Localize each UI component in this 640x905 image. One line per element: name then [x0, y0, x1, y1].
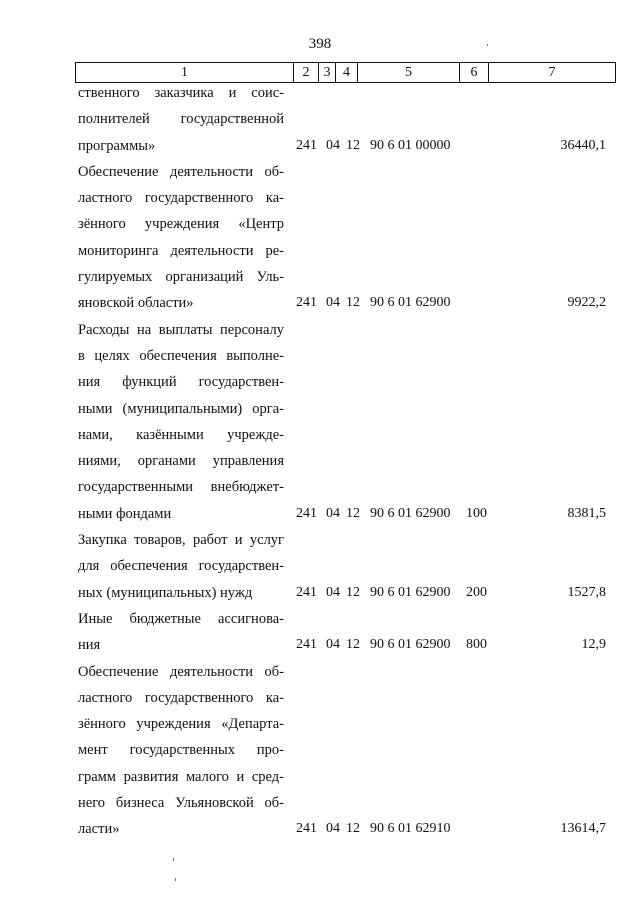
- description-line: ниями, органами управления: [78, 453, 284, 470]
- amount-value: 9922,2: [567, 295, 606, 311]
- scan-speck: [175, 878, 176, 881]
- column-header-6: 6: [460, 63, 489, 83]
- description-line: ными фондами: [78, 505, 172, 522]
- description-line: для обеспечения государствен-: [78, 558, 284, 575]
- description-line: Обеспечение деятельности об-: [78, 163, 284, 180]
- column-6-code: 200: [466, 584, 487, 600]
- description-line: государственными внебюджет-: [78, 479, 284, 496]
- amount-value: 1527,8: [567, 584, 606, 600]
- column-5-code: 90 6 01 62900: [370, 637, 451, 653]
- column-header-1: 1: [76, 63, 294, 83]
- amount-value: 12,9: [581, 637, 606, 653]
- description-line: Иные бюджетные ассигнова-: [78, 610, 284, 627]
- table-row: [0, 659, 640, 843]
- row-description: [78, 659, 284, 843]
- budget-table-body: [0, 80, 640, 843]
- column-5-code: 90 6 01 62900: [370, 295, 451, 311]
- column-4-code: 12: [346, 137, 360, 153]
- description-line: нами, казёнными учрежде-: [78, 426, 284, 443]
- description-line: ными (муниципальными) орга-: [78, 400, 284, 417]
- description-line: зённого учреждения «Центр: [78, 216, 284, 233]
- amount-value: 36440,1: [560, 137, 606, 153]
- column-4-code: 12: [346, 637, 360, 653]
- description-line: ластного государственного ка-: [78, 689, 284, 706]
- column-5-code: 90 6 01 00000: [370, 137, 451, 153]
- column-3-code: 04: [326, 505, 340, 521]
- description-line: мент государственных про-: [78, 742, 284, 759]
- amount-value: 13614,7: [560, 821, 606, 837]
- description-line: зённого учреждения «Департа-: [78, 716, 284, 733]
- column-5-code: 90 6 01 62900: [370, 584, 451, 600]
- description-line: ных (муниципальных) нужд: [78, 584, 253, 601]
- column-2-code: 241: [296, 821, 317, 837]
- column-header-2: 2: [294, 63, 319, 83]
- row-description: [78, 159, 284, 317]
- scan-speck: [173, 858, 174, 861]
- description-line: гулируемых организаций Уль-: [78, 269, 284, 286]
- table-row: [0, 606, 640, 659]
- column-header-3: 3: [319, 63, 336, 83]
- description-line: ния функций государствен-: [78, 374, 284, 391]
- column-header-7: 7: [489, 63, 616, 83]
- column-5-code: 90 6 01 62910: [370, 821, 451, 837]
- row-description: [78, 527, 284, 606]
- table-row: [0, 317, 640, 527]
- description-line: яновской области»: [78, 295, 194, 312]
- column-3-code: 04: [326, 295, 340, 311]
- row-description: [78, 80, 284, 159]
- column-4-code: 12: [346, 821, 360, 837]
- row-description: [78, 317, 284, 527]
- description-line: мониторинга деятельности ре-: [78, 242, 284, 259]
- table-row: [0, 80, 640, 159]
- column-2-code: 241: [296, 584, 317, 600]
- description-line: ластного государственного ка-: [78, 190, 284, 207]
- amount-value: 8381,5: [567, 505, 606, 521]
- page-number: 398: [308, 36, 332, 52]
- column-4-code: 12: [346, 584, 360, 600]
- column-4-code: 12: [346, 295, 360, 311]
- description-line: программы»: [78, 137, 156, 154]
- column-5-code: 90 6 01 62900: [370, 505, 451, 521]
- scan-speck: [487, 44, 488, 46]
- column-2-code: 241: [296, 505, 317, 521]
- description-line: него бизнеса Ульяновской об-: [78, 795, 284, 812]
- description-line: Расходы на выплаты персоналу: [78, 321, 284, 338]
- table-row: [0, 527, 640, 606]
- column-6-code: 800: [466, 637, 487, 653]
- column-6-code: 100: [466, 505, 487, 521]
- column-2-code: 241: [296, 137, 317, 153]
- table-row: [0, 159, 640, 317]
- column-header-5: 5: [358, 63, 460, 83]
- column-4-code: 12: [346, 505, 360, 521]
- column-2-code: 241: [296, 295, 317, 311]
- description-line: Закупка товаров, работ и услуг: [78, 532, 284, 549]
- column-2-code: 241: [296, 637, 317, 653]
- column-3-code: 04: [326, 137, 340, 153]
- column-3-code: 04: [326, 821, 340, 837]
- row-description: [78, 606, 284, 659]
- description-line: ласти»: [78, 821, 120, 838]
- column-3-code: 04: [326, 584, 340, 600]
- description-line: грамм развития малого и сред-: [78, 768, 284, 785]
- description-line: Обеспечение деятельности об-: [78, 663, 284, 680]
- description-line: ния: [78, 637, 101, 654]
- description-line: в целях обеспечения выполне-: [78, 347, 284, 364]
- description-line: полнителей государственной: [78, 111, 284, 128]
- column-3-code: 04: [326, 637, 340, 653]
- column-header-4: 4: [336, 63, 358, 83]
- description-line: ственного заказчика и соис-: [78, 85, 284, 101]
